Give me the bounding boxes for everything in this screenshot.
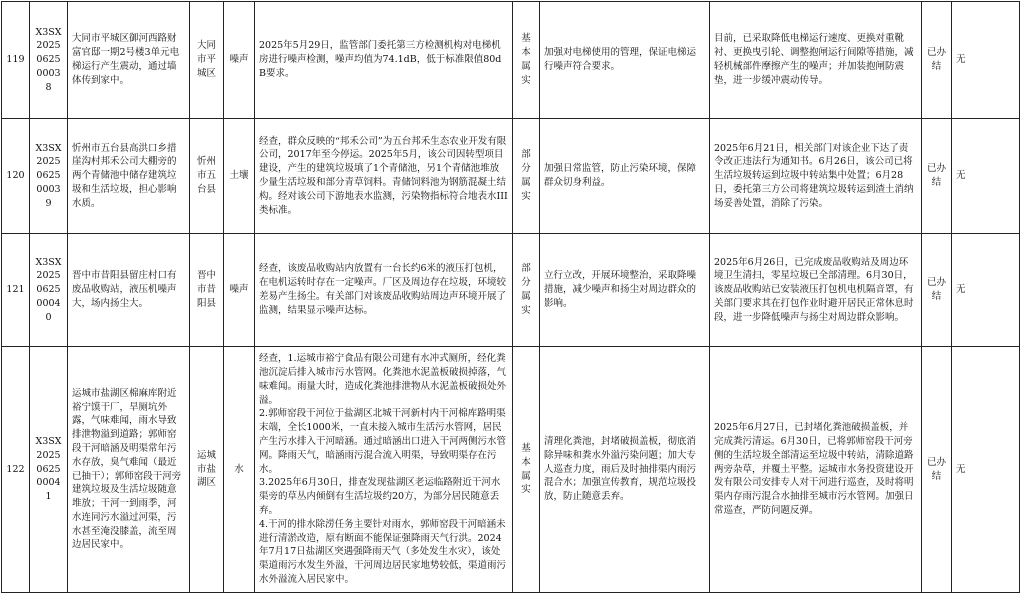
complaint-table: [1, 1, 1020, 593]
verdict: 基本属实: [513, 2, 540, 119]
complaint-content: 大同市平城区御河西路财富官邸一期2号楼3单元电梯运行产生震动，通过墙体传到家中。: [68, 2, 190, 119]
completion-status: 已办结: [922, 119, 952, 234]
completion-status: 已办结: [922, 234, 952, 347]
investigation-findings: 经查，该废品收购站内放置有一台长约6米的液压打包机，在电机运转时存在一定噪声。厂区及周边存在垃圾，环境较差易产生扬尘。有关部门对该废品收购站周边声环境开展了监测，结果显示噪声达标。: [255, 234, 513, 347]
handling-opinion: 加强日常监管，防止污染环境，保障群众切身利益。: [540, 119, 710, 234]
accountability: 无: [952, 119, 1020, 234]
completion-status: 已办结: [922, 347, 952, 593]
row-number: 122: [2, 347, 30, 593]
accountability: 无: [952, 234, 1020, 347]
table-row: [2, 234, 1020, 347]
rectification-status: 2025年6月21日，相关部门对该企业下达了责令改正违法行为通知书。6月26日，该公司已将生活垃圾转运到垃圾中转站集中处置；6月28日，委托第三方公司将建筑垃圾转运到渣土消纳场妥善处置，消除了污染。: [710, 119, 922, 234]
administrative-area: 运城市盐湖区: [190, 347, 224, 593]
handling-opinion: 加强对电梯使用的管理，保证电梯运行噪声符合要求。: [540, 2, 710, 119]
pollution-type: 噪声: [224, 234, 255, 347]
rectification-status: 2025年6月26日，已完成废品收购站及周边环境卫生清扫，零星垃圾已全部清理。6月30日，该废品收购站已安装液压打包机电机隔音罩，有关部门要求其在打包作业时避开居民正常休息时段，进一步降低噪声与扬尘对周边群众影响。: [710, 234, 922, 347]
finding-item: 经查，1.运城市裕宁食品有限公司建有水冲式厕所，经化粪池沉淀后排入城市污水管网。化粪池水泥盖板破损掉落，气味难闻。雨量大时，造成化粪池排泄物从水泥盖板破损处外溢。: [259, 353, 507, 406]
completion-status: 已办结: [922, 2, 952, 119]
table-row: [2, 2, 1020, 119]
handling-opinion: 立行立改，开展环境整治，采取降噪措施，减少噪声和扬尘对周边群众的影响。: [540, 234, 710, 347]
case-code: X3SX2025062500038: [30, 2, 68, 119]
administrative-area: 晋中市昔阳县: [190, 234, 224, 347]
finding-item: 2.郭师窑段干河位于盐湖区北城干河新村内干河棉库路明渠末端，全长1000米，一直未接入城市生活污水管网，居民产生污水排入干河暗涵。通过暗涵出口进入干河两侧污水管网。降雨天气，暗涵雨污混合流入明渠，导致明渠存在污水。: [259, 408, 507, 475]
verdict: 部分属实: [513, 234, 540, 347]
administrative-area: 大同市平城区: [190, 2, 224, 119]
pollution-type: 水: [224, 347, 255, 593]
row-number: 120: [2, 119, 30, 234]
pollution-type: 噪声: [224, 2, 255, 119]
row-number: 119: [2, 2, 30, 119]
verdict: 部分属实: [513, 119, 540, 234]
complaint-content: 晋中市昔阳县留庄村口有废品收购站，液压机噪声大，场内扬尘大。: [68, 234, 190, 347]
complaint-content: 运城市盐湖区棉麻库附近裕宁馍干厂，旱厕坑外露，气味难闻，雨水导致排泄物溢到道路；郭师窑段干河暗涵及明渠常年污水存放，臭气难闻（最近已抽干）；郭师窑段干河旁建筑垃圾及生活垃圾随意堆放；干河一到雨季，河水连同污水溢过河渠，污水甚至淹没膝盖，流至周边居民家中。: [68, 347, 190, 593]
investigation-findings: [255, 347, 513, 593]
case-code: X3SX2025062500039: [30, 119, 68, 234]
case-code: X3SX2025062500040: [30, 234, 68, 347]
row-number: 121: [2, 234, 30, 347]
case-code: X3SX2025062500041: [30, 347, 68, 593]
rectification-status: 目前，已采取降低电梯运行速度、更换对重靴衬、更换曳引轮、调整抱闸运行间隙等措施，减轻机械部件摩擦产生的噪声；并加装抱闸防震垫，进一步缓冲震动传导。: [710, 2, 922, 119]
accountability: 无: [952, 2, 1020, 119]
rectification-status: 2025年6月27日，已封堵化粪池破损盖板，并完成粪污清运。6月30日，已将郭师窑段干河旁侧的生活垃圾全部清运至垃圾中转站，清除道路两旁杂草，并覆土平整。运城市水务投资建设开发有限公司安排专人对干河进行巡查，及时将明渠内存雨污混合水抽排至城市污水管网。加强日常巡查，严防问题反弹。: [710, 347, 922, 593]
administrative-area: 忻州市五台县: [190, 119, 224, 234]
finding-item: 4.干河的排水除涝任务主要针对雨水，郭师窑段干河暗涵未进行清淤改造，原有断面不能保证强降雨天气行洪。2024年7月17日盐湖区突遇强降雨天气（多处发生水灾），该处渠道雨污水发生外溢，干河周边居民家地势较低，渠道雨污水外溢流入居民家中。: [259, 518, 507, 585]
table-row: [2, 347, 1020, 593]
finding-item: 3.2025年6月30日，排查发现盐湖区老运临路附近干河水渠旁的草丛内倾倒有生活垃圾约20方，为部分居民随意丢弃。: [259, 477, 501, 516]
accountability: 无: [952, 347, 1020, 593]
pollution-type: 土壤: [224, 119, 255, 234]
table-row: [2, 119, 1020, 234]
investigation-findings: 经查，群众反映的“邦禾公司”为五台邦禾生态农业开发有限公司，2017年至今停运。2025年5月，该公司因转型项目建设，产生的建筑垃圾填了1个青储池，另1个青储池堆放少量生活垃圾和部分青草饲料。青储饲料池为钢筋混凝土结构。经对该公司下游地表水监测，污染物指标符合地表水III类标准。: [255, 119, 513, 234]
investigation-findings: 2025年5月29日，监管部门委托第三方检测机构对电梯机房进行噪声检测，噪声均值为74.1dB，低于标准限值80dB要求。: [255, 2, 513, 119]
complaint-content: 忻州市五台县高洪口乡措崖沟村邦禾公司大棚旁的两个青储池中储存建筑垃圾和生活垃圾，担心影响水质。: [68, 119, 190, 234]
verdict: 基本属实: [513, 347, 540, 593]
handling-opinion: 清理化粪池，封堵破损盖板，彻底消除异味和粪水外溢污染问题；加大专人巡查力度，雨后及时抽排渠内雨污混合水；加强宣传教育，规范垃圾投放，防止随意丢弃。: [540, 347, 710, 593]
